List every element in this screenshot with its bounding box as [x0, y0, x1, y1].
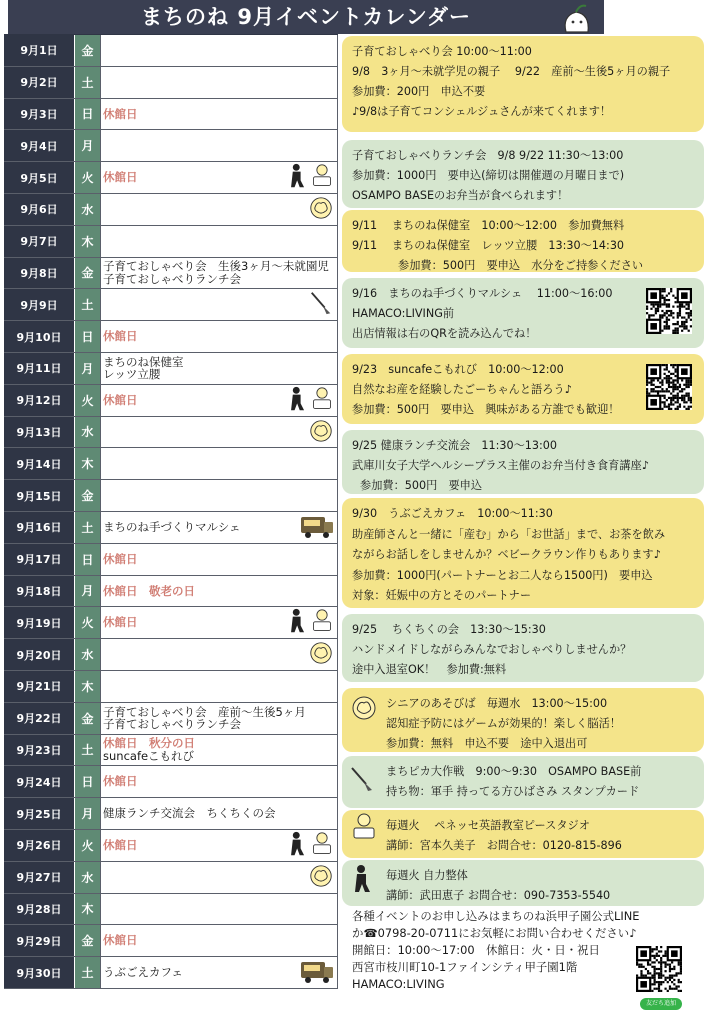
event-cell [101, 671, 338, 702]
event-label: レッツ立腰 [103, 368, 161, 381]
closed-day-label: 休館日 [103, 330, 138, 343]
calendar-row [4, 162, 338, 194]
event-panel [342, 498, 704, 608]
date-cell: 9月1日 [4, 35, 74, 66]
event-line: ながらお話しをしませんか？ベビークラウン作りもあります♪ [352, 548, 661, 562]
event-line: 参加費：500円 要申込 水分をご持参ください [398, 259, 644, 272]
weekday-cell: 水 [74, 417, 101, 448]
weekday-cell: 水 [74, 194, 101, 225]
teacher-icon [310, 607, 334, 639]
teacher-icon [310, 162, 334, 194]
event-line: 参加費：500円 要申込 興味がある方誰でも歓迎！ [352, 403, 620, 416]
event-cell [101, 226, 338, 257]
event-line: 参加費：200円 申込不要 [352, 85, 486, 98]
weekday-cell: 水 [74, 862, 101, 893]
weekday-cell: 木 [74, 226, 101, 257]
weekday-cell: 火 [74, 607, 101, 638]
event-line: ハンドメイドしながらみんなでおしゃべりしませんか？ [352, 643, 632, 656]
calendar-row [4, 671, 338, 703]
brain-icon [308, 863, 334, 893]
event-cell [101, 258, 338, 289]
event-cell [101, 194, 338, 225]
calendar-row [4, 862, 338, 894]
event-cell [101, 925, 338, 956]
weekday-cell: 土 [74, 735, 101, 766]
event-cell [101, 766, 338, 797]
weekday-cell: 木 [74, 671, 101, 702]
event-line: シニアのあそびば 毎週水 13:00～15:00 [386, 697, 608, 710]
event-label: suncafeこもれび [103, 749, 195, 763]
teacher-icon [310, 385, 334, 417]
weekday-cell: 木 [74, 448, 101, 479]
event-line: 毎週火 ペネッセ英語教室ピースタジオ [386, 819, 590, 832]
event-line: 講師：宮本久美子 お問合せ：0120-815-896 [386, 839, 622, 852]
event-line: 講師：武田恵子 お問合せ：090-7353-5540 [386, 889, 611, 902]
row-icons [308, 864, 334, 892]
event-cell [101, 67, 338, 98]
weekday-cell: 日 [74, 99, 101, 130]
brain-icon [350, 694, 378, 722]
qr-code-suncafe[interactable] [646, 364, 692, 410]
event-line: 9/23 suncafeこもれび 10:00～12:00 [352, 363, 564, 376]
event-line: HAMACO:LIVING前 [352, 307, 455, 320]
closed-day-label: 休館日 [103, 552, 138, 566]
footer-line: 西宮市枝川町10-1ファインシティ甲子園1階 [352, 960, 578, 974]
event-cell [101, 576, 338, 607]
event-cell [101, 417, 338, 448]
calendar-row [4, 194, 338, 226]
event-line: 認知症予防にはゲームが効果的！楽しく脳活！ [386, 717, 621, 730]
row-icons [288, 387, 334, 415]
event-panel [342, 756, 704, 808]
event-line: 9/11 まちのね保健室 レッツ立腰 13:30～14:30 [352, 239, 625, 252]
event-line: 参加費：1000円(パートナーとお二人なら1500円) 要申込 [352, 568, 653, 582]
calendar-row [4, 544, 338, 576]
event-line: 武庫川女子大学ヘルシープラス主催のお弁当付き食育講座♪ [352, 459, 649, 472]
event-line: まちピカ大作戦 9:00～9:30 OSAMPO BASE前 [386, 765, 642, 778]
weekday-cell: 火 [74, 162, 101, 193]
event-label: 子育ておしゃべりランチ会 [103, 718, 241, 731]
weekday-cell: 火 [74, 385, 101, 416]
weekday-cell: 金 [74, 703, 101, 734]
date-cell: 9月18日 [4, 576, 74, 607]
date-cell: 9月5日 [4, 162, 74, 193]
date-cell: 9月11日 [4, 353, 74, 384]
date-cell: 9月3日 [4, 99, 74, 130]
event-line: 途中入退室OK！ 参加費:無料 [352, 663, 507, 676]
calendar-row [4, 321, 338, 353]
event-cell [101, 735, 338, 766]
event-cell [101, 703, 338, 734]
event-panel [342, 688, 704, 752]
calendar-row [4, 957, 338, 989]
event-panel [342, 860, 704, 906]
calendar-row [4, 703, 338, 735]
event-label: 健康ランチ交流会 ちくちくの会 [103, 807, 276, 820]
exercise-icon [288, 163, 308, 193]
date-cell: 9月23日 [4, 735, 74, 766]
truck-icon [300, 513, 334, 543]
calendar-row [4, 735, 338, 767]
event-line: 9/25 ちくちくの会 13:30～15:30 [352, 623, 546, 636]
event-line: 持ち物：軍手 持ってる方ひばさみ スタンプカード [386, 785, 640, 798]
footer-line: HAMACO:LIVING [352, 977, 445, 991]
exercise-icon [352, 864, 374, 894]
event-panel [342, 210, 704, 272]
event-cell [101, 289, 338, 320]
weekday-cell: 金 [74, 35, 101, 66]
weekday-cell: 土 [74, 289, 101, 320]
event-line: 参加費：1000円 要申込(締切は開催週の月曜日まで) [352, 169, 625, 182]
row-icons [308, 641, 334, 669]
event-line: 子育ておしゃべり会 10:00～11:00 [352, 45, 532, 58]
weekday-cell: 金 [74, 258, 101, 289]
weekday-cell: 水 [74, 639, 101, 670]
row-icons [308, 419, 334, 447]
date-cell: 9月27日 [4, 862, 74, 893]
calendar-row [4, 353, 338, 385]
event-line: 9/16 まちのね手づくりマルシェ 11:00～16:00 [352, 287, 613, 300]
closed-day-label: 休館日 秋分の日 [103, 737, 195, 750]
calendar-row [4, 130, 338, 162]
event-cell [101, 480, 338, 511]
event-panel [342, 810, 704, 858]
event-cell [101, 448, 338, 479]
event-line: 毎週火 自力整体 [386, 869, 468, 882]
date-cell: 9月7日 [4, 226, 74, 257]
event-line: 出店情報は右のQRを読み込んでね！ [352, 327, 537, 340]
event-line: OSAMPO BASEのお弁当が食べられます！ [352, 189, 569, 202]
event-cell [101, 321, 338, 352]
event-line: 参加費：無料 申込不要 途中入退出可 [386, 737, 588, 750]
mascot-icon [556, 2, 598, 36]
event-cell [101, 894, 338, 925]
calendar-row [4, 67, 338, 99]
event-cell [101, 353, 338, 384]
date-cell: 9月20日 [4, 639, 74, 670]
calendar-table [4, 34, 338, 989]
closed-day-label: 休館日 敬老の日 [103, 584, 195, 598]
calendar-row [4, 925, 338, 957]
date-cell: 9月22日 [4, 703, 74, 734]
closed-day-label: 休館日 [103, 934, 138, 947]
calendar-row [4, 894, 338, 926]
event-cell [101, 544, 338, 575]
calendar-row [4, 99, 338, 131]
calendar-row [4, 766, 338, 798]
event-panel [342, 36, 704, 132]
event-line: 助産師さんと一緒に「産む」から「お世話」まで、お茶を飲み [352, 527, 666, 541]
event-line: 自然なお産を経験したごーちゃんと語ろう♪ [352, 383, 572, 396]
date-cell: 9月28日 [4, 894, 74, 925]
weekday-cell: 土 [74, 957, 101, 988]
event-label: 子育ておしゃべり会 産前～生後5ヶ月 [103, 705, 306, 719]
date-cell: 9月8日 [4, 258, 74, 289]
weekday-cell: 月 [74, 576, 101, 607]
row-icons [288, 164, 334, 192]
calendar-row [4, 35, 338, 67]
footer-line: 開館日：10:00～17:00 休館日：火・日・祝日 [352, 943, 600, 957]
event-label: まちのね保健室 [103, 355, 184, 369]
row-icons [288, 609, 334, 637]
event-line: 参加費：500円 要申込 [360, 479, 483, 492]
qr-code-marche[interactable] [646, 288, 692, 334]
teacher-icon [310, 830, 334, 862]
row-icons [300, 959, 334, 987]
calendar-row [4, 417, 338, 449]
calendar-row [4, 289, 338, 321]
event-cell [101, 862, 338, 893]
calendar-row [4, 448, 338, 480]
date-cell: 9月10日 [4, 321, 74, 352]
date-cell: 9月16日 [4, 512, 74, 543]
event-cell [101, 639, 338, 670]
row-icons [308, 291, 334, 319]
date-cell: 9月14日 [4, 448, 74, 479]
brain-icon [308, 195, 334, 225]
weekday-cell: 木 [74, 894, 101, 925]
weekday-cell: 月 [74, 798, 101, 829]
event-line: 子育ておしゃべりランチ会 9/8 9/22 11:30～13:00 [352, 149, 624, 162]
date-cell: 9月29日 [4, 925, 74, 956]
event-line: 9/30 うぶごえカフェ 10:00～11:30 [352, 507, 553, 520]
weekday-cell: 日 [74, 544, 101, 575]
event-cell [101, 798, 338, 829]
date-cell: 9月9日 [4, 289, 74, 320]
weekday-cell: 土 [74, 512, 101, 543]
event-cell [101, 99, 338, 130]
calendar-row [4, 226, 338, 258]
weekday-cell: 日 [74, 321, 101, 352]
date-cell: 9月21日 [4, 671, 74, 702]
calendar-row [4, 385, 338, 417]
date-cell: 9月2日 [4, 67, 74, 98]
event-panel [342, 614, 704, 682]
weekday-cell: 金 [74, 925, 101, 956]
event-line: 9/25 健康ランチ交流会 11:30～13:00 [352, 439, 558, 452]
date-cell: 9月12日 [4, 385, 74, 416]
broom-icon [308, 290, 334, 320]
footer-line: か☎0798-20-0711にお気軽にお問い合わせください♪ [352, 926, 637, 940]
date-cell: 9月4日 [4, 130, 74, 161]
event-line: 対象：妊娠中の方とそのパートナー [352, 589, 532, 603]
calendar-row [4, 639, 338, 671]
calendar-row [4, 512, 338, 544]
footer-line: 各種イベントのお申し込みはまちのね浜甲子園公式LINE [352, 909, 640, 923]
calendar-row [4, 576, 338, 608]
date-cell: 9月26日 [4, 830, 74, 861]
event-label: うぶごえカフェ [103, 966, 183, 979]
weekday-cell: 土 [74, 67, 101, 98]
event-cell [101, 35, 338, 66]
teacher-icon [350, 812, 378, 842]
brain-icon [308, 640, 334, 670]
weekday-cell: 日 [74, 766, 101, 797]
date-cell: 9月6日 [4, 194, 74, 225]
event-label: 子育ておしゃべり会 生後3ヶ月～未就園児 [103, 260, 329, 273]
event-label: 子育ておしゃべりランチ会 [103, 272, 241, 286]
date-cell: 9月13日 [4, 417, 74, 448]
event-line: 9/8 3ヶ月～未就学児の親子 9/22 産前～生後5ヶ月の親子 [352, 65, 671, 78]
truck-icon [300, 958, 334, 988]
calendar-row [4, 798, 338, 830]
closed-day-label: 休館日 [103, 775, 138, 788]
date-cell: 9月15日 [4, 480, 74, 511]
closed-day-label: 休館日 [103, 393, 138, 407]
row-icons [308, 196, 334, 224]
weekday-cell: 金 [74, 480, 101, 511]
brain-icon [308, 418, 334, 448]
closed-day-label: 休館日 [103, 171, 138, 184]
calendar-row [4, 480, 338, 512]
event-cell [101, 130, 338, 161]
closed-day-label: 休館日 [103, 107, 138, 121]
exercise-icon [288, 608, 308, 638]
weekday-cell: 火 [74, 830, 101, 861]
weekday-cell: 月 [74, 130, 101, 161]
calendar-row [4, 830, 338, 862]
event-line: 9/11 まちのね保健室 10:00～12:00 参加費無料 [352, 219, 625, 232]
line-add-friend-badge[interactable]: 友だち追加 [640, 998, 682, 1010]
page-title: まちのね 9月イベントカレンダー [8, 0, 604, 34]
broom-icon [348, 766, 376, 792]
weekday-cell: 月 [74, 353, 101, 384]
event-line: ♪9/8は子育てコンシェルジュさんが来てくれます！ [352, 105, 612, 118]
closed-day-label: 休館日 [103, 839, 138, 852]
date-cell: 9月19日 [4, 607, 74, 638]
exercise-icon [288, 386, 308, 416]
footer-info [352, 908, 692, 993]
row-icons [300, 514, 334, 542]
date-cell: 9月25日 [4, 798, 74, 829]
date-cell: 9月17日 [4, 544, 74, 575]
calendar-row [4, 607, 338, 639]
exercise-icon [288, 831, 308, 861]
row-icons [288, 832, 334, 860]
event-label: まちのね手づくりマルシェ [103, 521, 241, 534]
event-panel [342, 430, 704, 494]
calendar-row [4, 258, 338, 290]
date-cell: 9月24日 [4, 766, 74, 797]
closed-day-label: 休館日 [103, 616, 138, 629]
date-cell: 9月30日 [4, 957, 74, 988]
event-panel [342, 140, 704, 208]
